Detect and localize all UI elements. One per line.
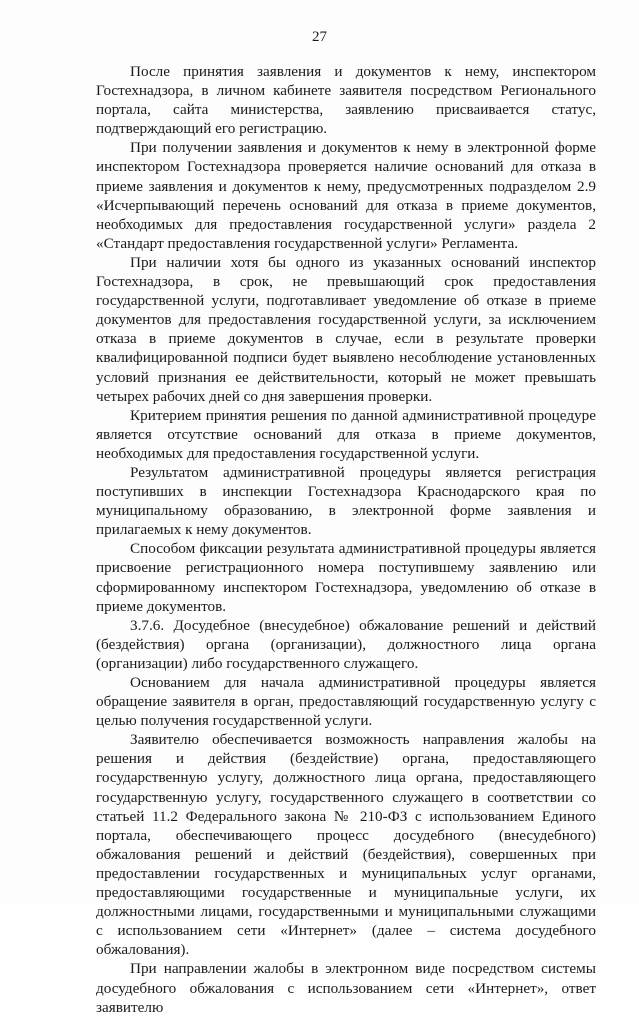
paragraph: При наличии хотя бы одного из указанных оснований инспектор Гостехнадзора, в срок, не превышающий срок предоставления государственной услуги, подготавливает уведомление об отказе в приеме документов для предоставления государственной услуги, за исключением отказа в приеме документов в случае, если в результате проверки квалифицированной подписи будет выявлено несоблюдение установленных условий признания ее действительности, который не может превышать четырех рабочих дней со дня завершения проверки.	[96, 253, 596, 405]
page-number: 27	[312, 29, 327, 45]
paragraph: Критерием принятия решения по данной административной процедуре является отсутствие оснований для отказа в приеме документов, необходимых для предоставления государственной услуги.	[96, 406, 596, 462]
paragraph: При получении заявления и документов к нему в электронной форме инспектором Гостехнадзора проверяется наличие оснований для отказа в приеме заявления и документов к нему, предусмотренных подразделом 2.9 «Исчерпывающий перечень оснований для отказа в приеме документов, необходимых для предоставления государственной услуги» раздела 2 «Стандарт предоставления государственной услуги» Регламента.	[96, 139, 596, 252]
paragraph: Способом фиксации результата административной процедуры является присвоение регистрационного номера поступившему заявлению или сформированному инспектором Гостехнадзора, уведомлению об отказе в приеме документов.	[96, 540, 596, 615]
paragraph: При направлении жалобы в электронном виде посредством системы досудебного обжалования с использованием сети «Интернет», ответ заявителю	[96, 960, 596, 1016]
paragraph: После принятия заявления и документов к нему, инспектором Гостехнадзора, в личном кабинете заявителя посредством Регионального портала, сайта министерства, заявлению присваивается статус, подтверждающий его регистрацию.	[96, 63, 596, 138]
document-body	[96, 62, 596, 1017]
paragraph: Заявителю обеспечивается возможность направления жалобы на решения и действия (бездействие) органа, предоставляющего государственную услугу, должностного лица органа, предоставляющего государственную услугу, государственного служащего в соответствии со статьей 11.2 Федерального закона № 210-ФЗ с использованием Единого портала, обеспечивающего процесс досудебного (внесудебного) обжалования решений и действий (бездействия), совершенных при предоставлении государственных и муниципальных услуг органами, предоставляющими государственные и муниципальные услуги, их должностными лицами, государственными и муниципальными служащими с использованием сети «Интернет» (далее – система досудебного обжалования).	[96, 731, 596, 959]
section-heading-3-7-6: 3.7.6. Досудебное (внесудебное) обжалование решений и действий (бездействия) органа (организации), должностного лица органа (организации) либо государственного служащего.	[96, 616, 596, 672]
paragraph: Основанием для начала административной процедуры является обращение заявителя в орган, предоставляющий государственную услугу с целью получения государственной услуги.	[96, 674, 596, 730]
paragraph: Результатом административной процедуры является регистрация поступивших в инспекции Гостехнадзора Краснодарского края по муниципальному образованию, в электронной форме заявления и прилагаемых к нему документов.	[96, 463, 596, 539]
